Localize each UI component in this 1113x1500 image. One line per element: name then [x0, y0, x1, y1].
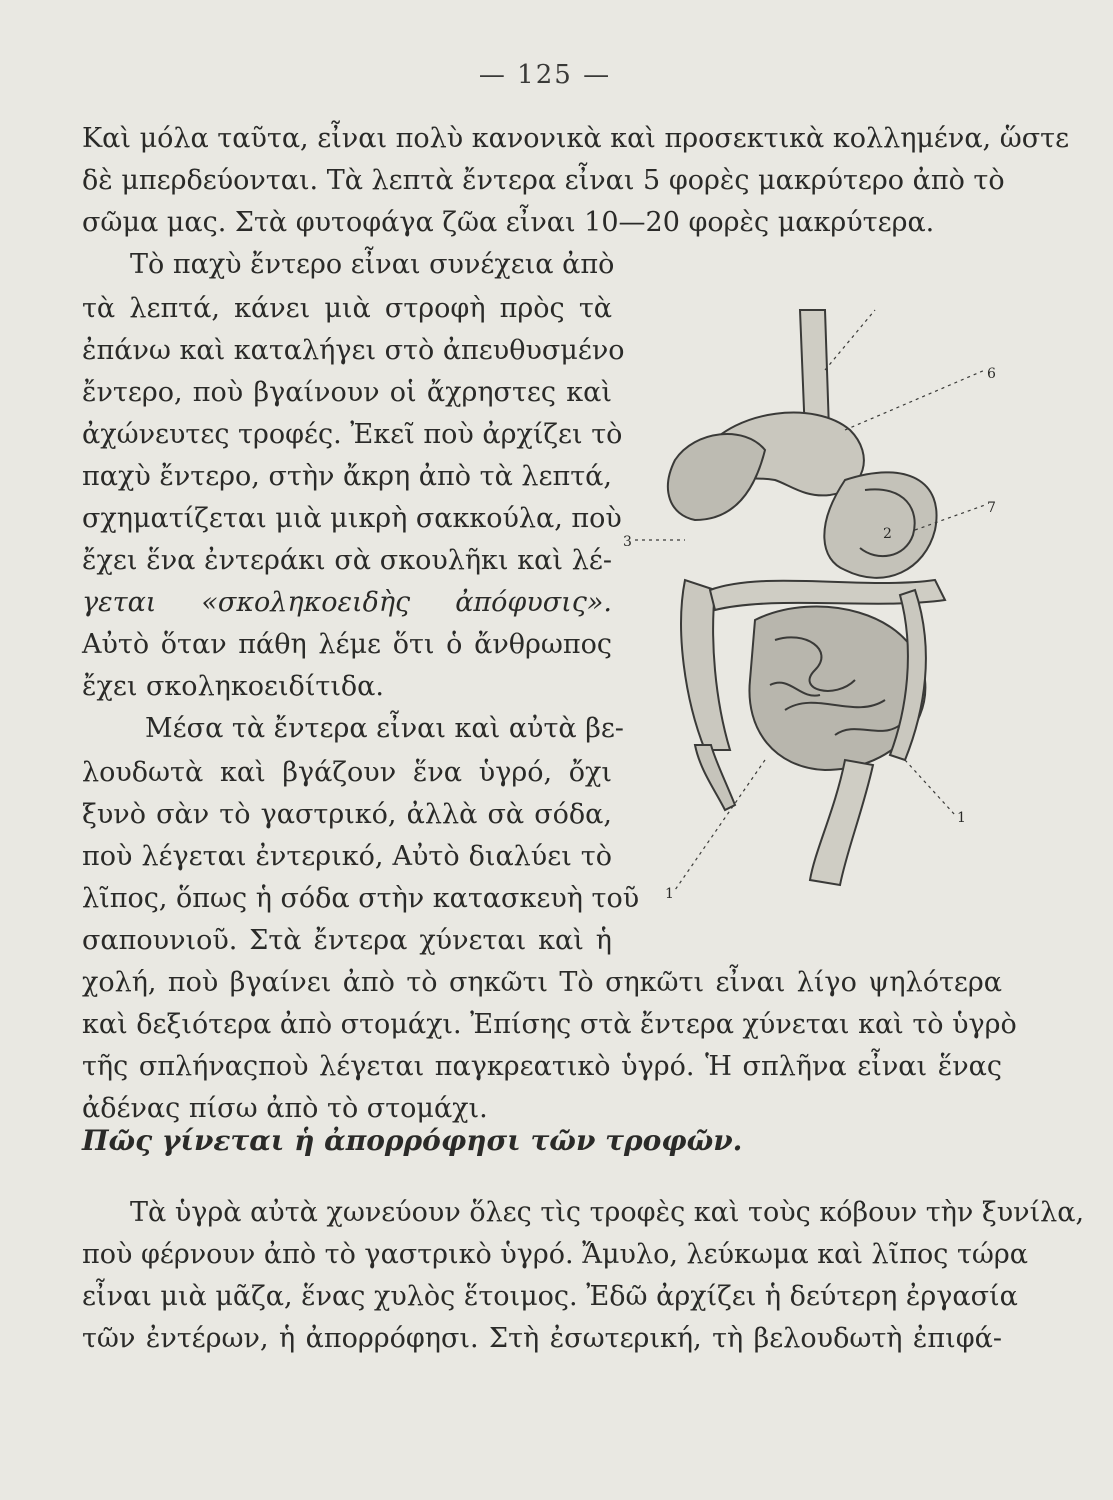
text-line: ἔχει ἕνα ἐντεράκι σὰ σκουλῆκι καὶ λέ-	[82, 545, 612, 576]
figure-label: 6	[987, 366, 996, 382]
text-line: ἀδένας πίσω ἀπὸ τὸ στομάχι.	[82, 1093, 488, 1124]
text-line: σχηματίζεται μιὰ μικρὴ σακκούλα, ποὺ	[82, 503, 622, 534]
text-line: λουδωτὰ καὶ βγάζουν ἕνα ὑγρό, ὄχι	[82, 757, 612, 788]
text-line: γεται «σκοληκοειδὴς ἀπόφυσις».	[82, 587, 612, 618]
section-heading: Πῶς γίνεται ἡ ἀπορρόφησι τῶν τροφῶν.	[82, 1124, 743, 1157]
text-line: ἐπάνω καὶ καταλήγει στὸ ἀπευθυσμένο	[82, 335, 625, 366]
text-line: χολή, ποὺ βγαίνει ἀπὸ τὸ σηκῶτι Τὸ σηκῶτι εἶναι λίγο ψηλότερα	[82, 967, 1002, 998]
figure-label: 2	[883, 526, 892, 542]
text-line: καὶ δεξιότερα ἀπὸ στομάχι. Ἐπίσης στὰ ἔντερα χύνεται καὶ τὸ ὑγρὸ	[82, 1009, 1017, 1040]
text-line: εἶναι μιὰ μᾶζα, ἕνας χυλὸς ἕτοιμος. Ἐδῶ ἀρχίζει ἡ δεύτερη ἐργασία	[82, 1281, 1018, 1312]
text-line: λῖπος, ὅπως ἡ σόδα στὴν κατασκευὴ τοῦ	[82, 883, 640, 914]
intestines-drawing	[615, 290, 1005, 910]
intestines-illustration	[615, 290, 1005, 910]
text-line: Μέσα τὰ ἔντερα εἶναι καὶ αὐτὰ βε-	[145, 713, 624, 744]
text-line: παχὺ ἔντερο, στὴν ἄκρη ἀπὸ τὰ λεπτά,	[82, 461, 612, 492]
text-line: τῶν ἐντέρων, ἡ ἀπορρόφησι. Στὴ ἐσωτερική, τὴ βελουδωτὴ ἐπιφά-	[82, 1323, 1002, 1354]
page-number: — 125 —	[478, 60, 612, 90]
figure-label: 1	[665, 886, 674, 902]
figure-label: 1	[957, 810, 966, 826]
text-line: τῆς σπλήναςποὺ λέγεται παγκρεατικὸ ὑγρό. Ἡ σπλῆνα εἶναι ἕνας	[82, 1051, 1002, 1082]
text-line: Καὶ μόλα ταῦτα, εἶναι πολὺ κανονικὰ καὶ προσεκτικὰ κολλημένα, ὥστε	[82, 123, 1070, 154]
text-line: τὰ λεπτά, κάνει μιὰ στροφὴ πρὸς τὰ	[82, 293, 612, 324]
text-line: ἔντερο, ποὺ βγαίνουν οἱ ἄχρηστες καὶ	[82, 377, 612, 408]
text-line: Τὰ ὑγρὰ αὐτὰ χωνεύουν ὅλες τὶς τροφὲς καὶ τοὺς κόβουν τὴν ξυνίλα,	[130, 1197, 1085, 1228]
figure-label: 7	[987, 500, 996, 516]
text-line: Τὸ παχὺ ἔντερο εἶναι συνέχεια ἀπὸ	[130, 249, 615, 280]
text-line: ξυνὸ σὰν τὸ γαστρικό, ἀλλὰ σὰ σόδα,	[82, 799, 612, 830]
figure-label: 3	[623, 534, 632, 550]
text-line: ποὺ λέγεται ἐντερικό, Αὐτὸ διαλύει τὸ	[82, 841, 612, 872]
text-line: ἔχει σκοληκοειδίτιδα.	[82, 671, 384, 702]
text-line: σῶμα μας. Στὰ φυτοφάγα ζῶα εἶναι 10—20 φορὲς μακρύτερα.	[82, 207, 935, 238]
text-line: σαπουνιοῦ. Στὰ ἔντερα χύνεται καὶ ἡ	[82, 925, 612, 956]
text-line: ἀχώνευτες τροφές. Ἐκεῖ ποὺ ἀρχίζει τὸ	[82, 419, 623, 450]
text-line: ποὺ φέρνουν ἀπὸ τὸ γαστρικὸ ὑγρό. Ἄμυλο, λεύκωμα καὶ λῖπος τώρα	[82, 1239, 1029, 1270]
text-line: δὲ μπερδεύονται. Τὰ λεπτὰ ἔντερα εἶναι 5 φορὲς μακρύτερο ἀπὸ τὸ	[82, 165, 1005, 196]
text-line: Αὐτὸ ὅταν πάθη λέμε ὅτι ὁ ἄνθρωπος	[82, 629, 612, 660]
